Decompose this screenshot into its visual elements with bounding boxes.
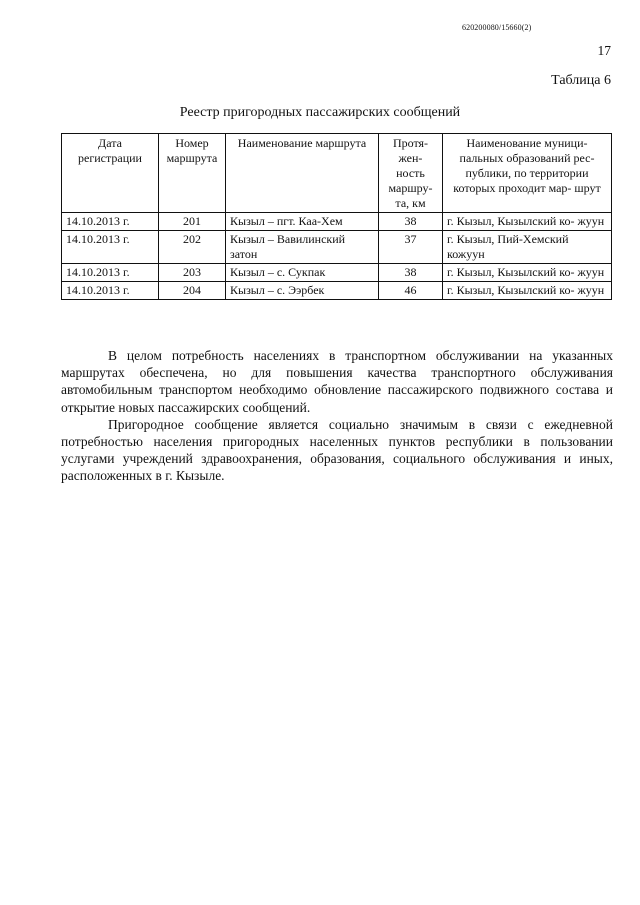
cell-route-name: Кызыл – Вавилинский затон xyxy=(226,231,379,264)
cell-municipalities: г. Кызыл, Кызылский ко- жуун xyxy=(443,282,612,300)
column-header-municipalities: Наименование муници- пальных образований рес- публики, по территории которых проходит мар- шрут xyxy=(443,134,612,213)
cell-route-name: Кызыл – с. Ээрбек xyxy=(226,282,379,300)
cell-length: 46 xyxy=(379,282,443,300)
column-header-route-number: Номер маршрута xyxy=(159,134,226,213)
table-row xyxy=(62,231,612,264)
paragraph: В целом потребность населениях в транспортном обслуживании на указанных маршрутах обеспечена, но для повышения качества транспортного обслуживания автомобильным транспортом необходимо обновление пассажирского подвижного состава и открытие новых пассажирских сообщений. xyxy=(61,348,613,415)
table-title: Реестр пригородных пассажирских сообщений xyxy=(179,105,461,120)
cell-municipalities: г. Кызыл, Кызылский ко- жуун xyxy=(443,264,612,282)
table-label: Таблица 6 xyxy=(551,73,611,88)
paragraph: Пригородное сообщение является социально значимым в связи с ежедневной потребностью населения пригородных населенных пунктов республики в пользовании услугами учреждений здравоохранения, образования, социального обслуживания и иных, расположенных в г. Кызыле. xyxy=(61,416,613,484)
column-header-length: Протя- жен- ность маршру- та, км xyxy=(379,134,443,213)
table-row xyxy=(62,264,612,282)
cell-route-name: Кызыл – пгт. Каа-Хем xyxy=(226,213,379,231)
cell-route-number: 202 xyxy=(159,231,226,264)
cell-date: 14.10.2013 г. xyxy=(62,264,159,282)
cell-date: 14.10.2013 г. xyxy=(62,282,159,300)
cell-route-number: 201 xyxy=(159,213,226,231)
cell-route-number: 203 xyxy=(159,264,226,282)
table-header-row xyxy=(62,134,612,213)
cell-length: 37 xyxy=(379,231,443,264)
cell-length: 38 xyxy=(379,213,443,231)
page-number: 17 xyxy=(597,43,611,58)
cell-route-name: Кызыл – с. Сукпак xyxy=(226,264,379,282)
cell-date: 14.10.2013 г. xyxy=(62,213,159,231)
cell-municipalities: г. Кызыл, Пий-Хемский кожуун xyxy=(443,231,612,264)
routes-registry-table xyxy=(61,133,612,300)
cell-route-number: 204 xyxy=(159,282,226,300)
column-header-date: Дата регистрации xyxy=(62,134,159,213)
body-text xyxy=(61,347,613,485)
table-row xyxy=(62,282,612,300)
cell-date: 14.10.2013 г. xyxy=(62,231,159,264)
table-row xyxy=(62,213,612,231)
cell-length: 38 xyxy=(379,264,443,282)
document-code: 620200080/15660(2) xyxy=(462,23,532,32)
cell-municipalities: г. Кызыл, Кызылский ко- жуун xyxy=(443,213,612,231)
column-header-route-name: Наименование маршрута xyxy=(226,134,379,213)
